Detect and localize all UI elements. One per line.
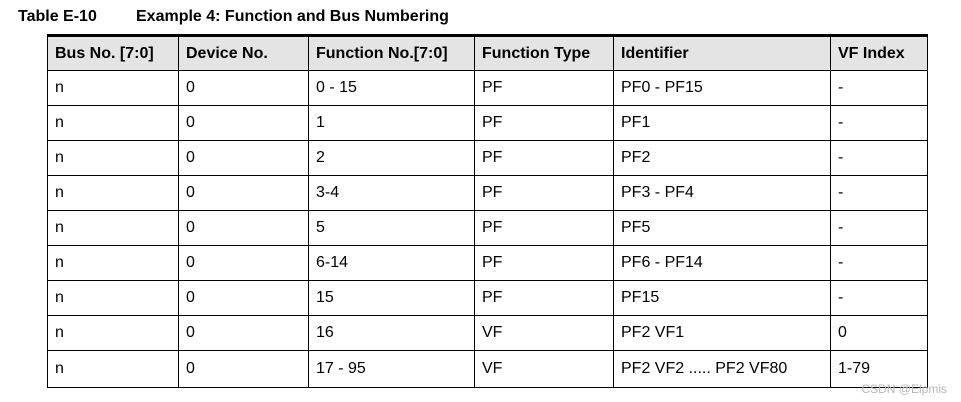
cell-vf-index: -	[831, 141, 928, 176]
cell-identifier: PF6 - PF14	[614, 246, 831, 281]
cell-vf-index: -	[831, 281, 928, 316]
cell-bus-no: n	[48, 141, 179, 176]
cell-identifier: PF2	[614, 141, 831, 176]
table-row	[48, 176, 928, 211]
table-number: Table E-10	[18, 8, 97, 25]
cell-function-type: PF	[475, 106, 614, 141]
table-row	[48, 71, 928, 106]
table-row	[48, 141, 928, 176]
table-row	[48, 211, 928, 246]
column-header-bus-no: Bus No. [7:0]	[48, 36, 179, 71]
cell-device-no: 0	[179, 351, 309, 388]
cell-function-no: 2	[309, 141, 475, 176]
cell-bus-no: n	[48, 176, 179, 211]
table-row	[48, 316, 928, 351]
cell-bus-no: n	[48, 316, 179, 351]
cell-function-type: PF	[475, 176, 614, 211]
cell-vf-index: -	[831, 211, 928, 246]
cell-function-no: 1	[309, 106, 475, 141]
cell-function-no: 5	[309, 211, 475, 246]
cell-identifier: PF3 - PF4	[614, 176, 831, 211]
cell-function-type: PF	[475, 141, 614, 176]
column-header-function-type: Function Type	[475, 36, 614, 71]
cell-vf-index: 1-79	[831, 351, 928, 388]
cell-function-no: 17 - 95	[309, 351, 475, 388]
cell-vf-index: -	[831, 246, 928, 281]
cell-function-type: VF	[475, 351, 614, 388]
cell-device-no: 0	[179, 211, 309, 246]
cell-vf-index: -	[831, 106, 928, 141]
column-header-vf-index: VF Index	[831, 36, 928, 71]
cell-bus-no: n	[48, 71, 179, 106]
function-bus-numbering-table	[47, 34, 928, 388]
cell-function-type: PF	[475, 246, 614, 281]
cell-function-no: 0 - 15	[309, 71, 475, 106]
cell-device-no: 0	[179, 281, 309, 316]
cell-function-type: PF	[475, 281, 614, 316]
cell-vf-index: 0	[831, 316, 928, 351]
table-body	[48, 71, 928, 388]
cell-function-type: PF	[475, 71, 614, 106]
cell-identifier: PF1	[614, 106, 831, 141]
cell-bus-no: n	[48, 246, 179, 281]
cell-device-no: 0	[179, 246, 309, 281]
cell-device-no: 0	[179, 71, 309, 106]
cell-function-type: VF	[475, 316, 614, 351]
cell-function-no: 3-4	[309, 176, 475, 211]
table-title: Example 4: Function and Bus Numbering	[136, 8, 449, 25]
column-header-identifier: Identifier	[614, 36, 831, 71]
table-row	[48, 281, 928, 316]
cell-bus-no: n	[48, 281, 179, 316]
cell-identifier: PF2 VF2 ..... PF2 VF80	[614, 351, 831, 388]
cell-function-no: 6-14	[309, 246, 475, 281]
cell-function-no: 15	[309, 281, 475, 316]
cell-device-no: 0	[179, 106, 309, 141]
watermark: CSDN @Elpmis	[861, 382, 947, 396]
cell-function-no: 16	[309, 316, 475, 351]
table-header-row	[48, 36, 928, 71]
table-caption	[18, 7, 449, 27]
cell-device-no: 0	[179, 316, 309, 351]
cell-device-no: 0	[179, 141, 309, 176]
cell-identifier: PF2 VF1	[614, 316, 831, 351]
cell-function-type: PF	[475, 211, 614, 246]
cell-vf-index: -	[831, 71, 928, 106]
table-row	[48, 106, 928, 141]
cell-identifier: PF15	[614, 281, 831, 316]
cell-bus-no: n	[48, 351, 179, 388]
column-header-device-no: Device No.	[179, 36, 309, 71]
column-header-function-no: Function No.[7:0]	[309, 36, 475, 71]
cell-bus-no: n	[48, 211, 179, 246]
cell-bus-no: n	[48, 106, 179, 141]
cell-identifier: PF0 - PF15	[614, 71, 831, 106]
cell-device-no: 0	[179, 176, 309, 211]
table-row	[48, 246, 928, 281]
cell-identifier: PF5	[614, 211, 831, 246]
cell-vf-index: -	[831, 176, 928, 211]
table-row	[48, 351, 928, 388]
